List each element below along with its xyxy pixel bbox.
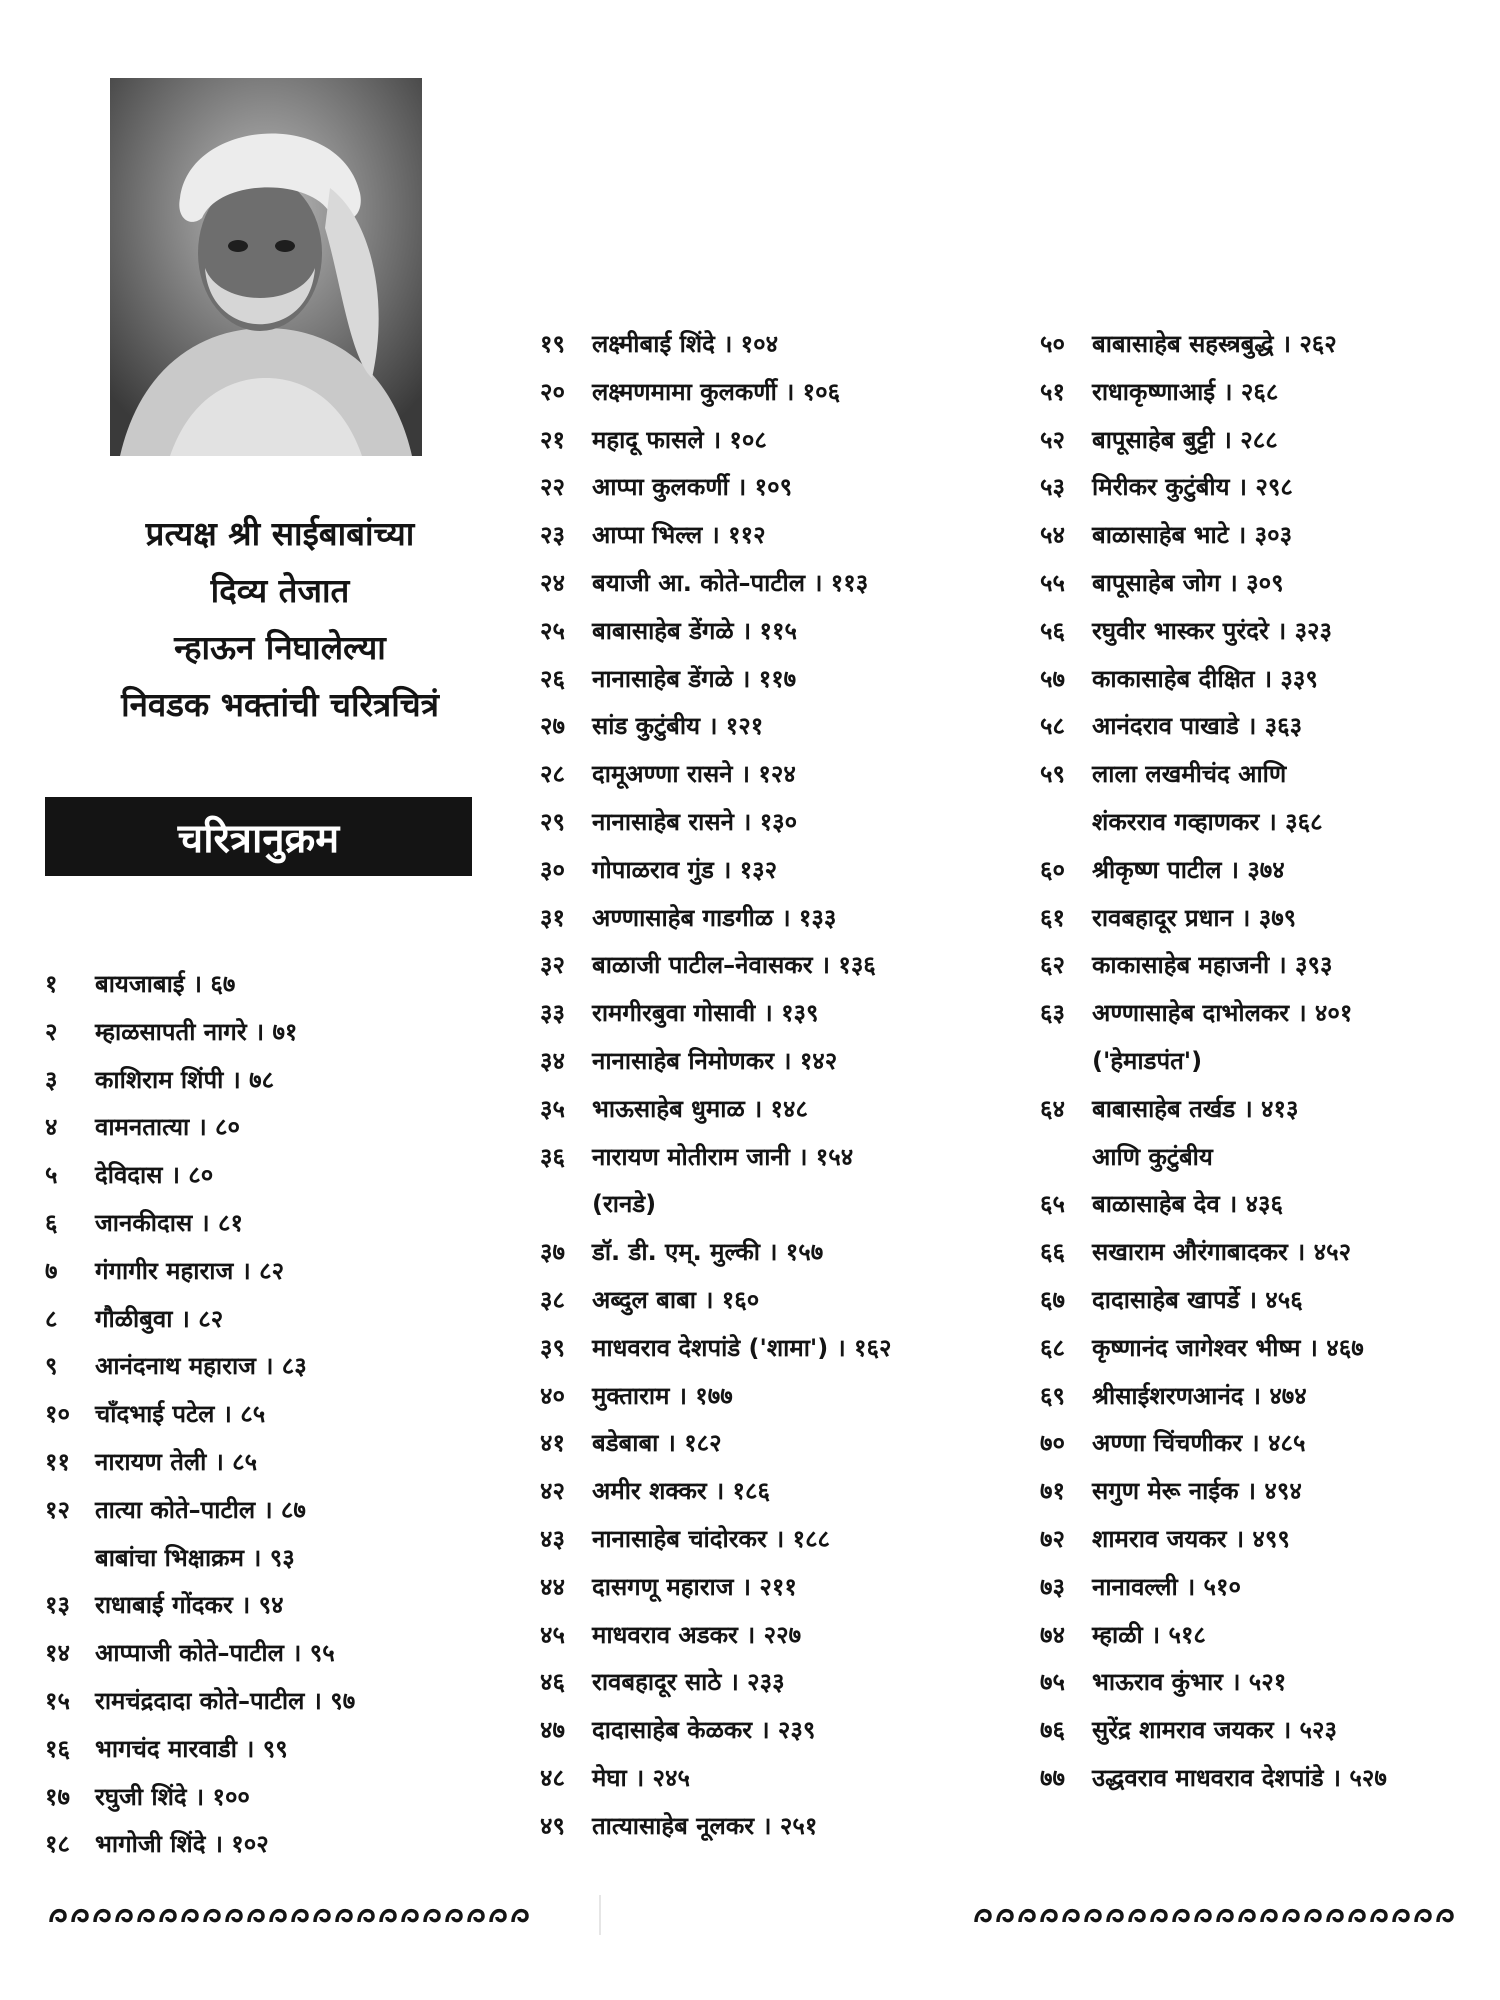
toc-entry-text: नानासाहेब निमोणकर । १४२: [592, 1047, 838, 1075]
toc-entry-text: नानावल्ली । ५१०: [1092, 1572, 1241, 1601]
toc-entry: [540, 375, 840, 408]
subtitle-line: दिव्य तेजात: [210, 571, 350, 610]
toc-entry-text: काकासाहेब दीक्षित । ३३९: [1092, 664, 1318, 693]
toc-entry-number: २४: [540, 569, 565, 597]
section-heading-text: चरित्रानुक्रम: [177, 816, 340, 862]
toc-entry: [1040, 805, 1323, 838]
toc-entry-number: ४४: [540, 1572, 565, 1601]
section-heading: [45, 797, 472, 876]
toc-entry-text: चाँदभाई पटेल । ८५: [95, 1400, 266, 1429]
toc-entry-number: ६३: [1040, 999, 1065, 1028]
toc-entry: [45, 1302, 223, 1335]
toc-entry-number: ७२: [1040, 1525, 1065, 1553]
toc-entry-number: ५: [45, 1161, 58, 1190]
toc-entry-number: २: [45, 1017, 58, 1046]
toc-entry: [45, 1349, 307, 1382]
toc-entry-text: बडेबाबा । १८२: [592, 1429, 722, 1458]
toc-entry: [540, 614, 797, 647]
toc-entry: [45, 1445, 257, 1478]
toc-entry: [1040, 948, 1332, 981]
toc-entry: [45, 1063, 274, 1096]
toc-entry-text: आणि कुटुंबीय: [1092, 1142, 1213, 1171]
toc-entry: [45, 1827, 269, 1860]
toc-entry-text: आप्पाजी कोते–पाटील । ९५: [95, 1639, 335, 1668]
toc-entry-number: ५४: [1040, 521, 1065, 550]
toc-entry: [1040, 1474, 1302, 1507]
toc-entry-number: ८: [45, 1304, 58, 1333]
toc-entry: [1040, 1283, 1303, 1316]
toc-entry-text: भाऊसाहेब धुमाळ । १४८: [592, 1094, 808, 1123]
toc-entry-number: ६७: [1040, 1286, 1065, 1314]
toc-entry: [45, 1206, 243, 1239]
toc-entry-text: आप्पा कुलकर्णी । १०९: [592, 473, 793, 502]
toc-entry-number: ६६: [1040, 1238, 1065, 1267]
toc-entry: [540, 1570, 797, 1603]
toc-entry-text: बाळासाहेब भाटे । ३०३: [1092, 521, 1293, 550]
toc-entry-number: ५९: [1040, 760, 1065, 789]
toc-entry-text: काकासाहेब महाजनी । ३९३: [1092, 951, 1333, 980]
toc-entry: [45, 1588, 284, 1621]
toc-entry-number: २८: [540, 760, 565, 789]
toc-entry-number: ४३: [540, 1525, 565, 1553]
toc-entry-text: तात्या कोते–पाटील । ८७: [95, 1495, 306, 1524]
toc-entry-text: भाऊराव कुंभार । ५२१: [1092, 1668, 1287, 1697]
toc-entry-text: नानासाहेब डेंगळे । ११७: [592, 664, 797, 693]
toc-entry-text: शंकरराव गव्हाणकर । ३६८: [1092, 808, 1323, 836]
toc-entry: [540, 1140, 853, 1173]
toc-entry-text: म्हाळी । ५१८: [1092, 1620, 1206, 1649]
toc-entry-text: बाळासाहेब देव । ४३६: [1092, 1190, 1283, 1219]
toc-entry: [1040, 1618, 1206, 1651]
decorative-border-right: [970, 1902, 1460, 1930]
toc-entry-number: ४: [45, 1113, 58, 1142]
toc-entry: [45, 967, 235, 1000]
toc-entry: [540, 1426, 722, 1459]
toc-entry-number: ३९: [540, 1333, 565, 1362]
toc-entry-number: ७४: [1040, 1620, 1065, 1649]
toc-entry-text: शामराव जयकर । ४९९: [1092, 1525, 1290, 1553]
decorative-border-left: [45, 1902, 545, 1930]
toc-entry: [540, 423, 767, 456]
toc-entry: [540, 327, 778, 360]
toc-entry-text: जानकीदास । ८१: [95, 1209, 243, 1237]
toc-entry-number: ५५: [1040, 569, 1065, 597]
toc-entry: [1040, 1426, 1305, 1459]
toc-entry-number: २५: [540, 616, 565, 645]
toc-entry-number: ५६: [1040, 616, 1065, 645]
toc-entry: [540, 901, 836, 934]
toc-entry: [1040, 662, 1318, 695]
toc-entry: [1040, 470, 1293, 503]
toc-entry-number: ३: [45, 1065, 58, 1094]
toc-entry: [540, 948, 876, 981]
toc-entry-number: २२: [540, 473, 565, 502]
scroll-ornament: [51, 1911, 527, 1922]
toc-entry-text: दादासाहेब केळकर । २३९: [592, 1716, 816, 1745]
divider: [599, 1895, 601, 1935]
toc-entry-number: १९: [540, 330, 565, 358]
toc-entry: [1040, 757, 1286, 790]
subtitle-line: निवडक भक्तांची चरित्रचित्रं: [121, 685, 439, 724]
toc-entry-number: ५७: [1040, 664, 1065, 693]
toc-entry: [1040, 423, 1278, 456]
toc-entry-number: ६९: [1040, 1381, 1065, 1410]
toc-entry-number: २०: [540, 377, 565, 406]
toc-entry-number: ११: [45, 1448, 70, 1476]
toc-entry-number: ६: [45, 1209, 58, 1237]
toc-entry-number: ७५: [1040, 1668, 1065, 1697]
toc-entry-number: ४६: [540, 1668, 565, 1697]
toc-entry-number: ७६: [1040, 1716, 1065, 1745]
toc-entry: [1040, 1570, 1241, 1603]
toc-entry-number: १८: [45, 1830, 70, 1859]
toc-entry-text: रावबहादूर प्रधान । ३७९: [1092, 903, 1297, 932]
toc-entry-number: ७७: [1040, 1764, 1065, 1792]
toc-entry: [45, 1397, 265, 1430]
toc-entry-number: १३: [45, 1591, 70, 1620]
toc-entry: [540, 757, 796, 790]
toc-entry-number: ९: [45, 1352, 58, 1381]
toc-entry-number: ७: [45, 1256, 58, 1285]
toc-entry-text: श्रीकृष्ण पाटील । ३७४: [1092, 855, 1285, 884]
toc-entry-text: दासगणू महाराज । २११: [592, 1572, 797, 1601]
toc-entry-number: ३८: [540, 1286, 565, 1314]
toc-entry-text: रघुवीर भास्कर पुरंदरे । ३२३: [1092, 616, 1333, 645]
toc-entry-number: ६०: [1040, 855, 1065, 884]
toc-entry: [1040, 996, 1352, 1029]
toc-entry-number: ४५: [540, 1620, 565, 1649]
toc-entry-text: अब्दुल बाबा । १६०: [592, 1286, 760, 1314]
toc-entry: [540, 662, 796, 695]
toc-entry-text: उद्धवराव माधवराव देशपांडे । ५२७: [1092, 1764, 1387, 1792]
toc-entry-text: सुरेंद्र शामराव जयकर । ५२३: [1092, 1716, 1337, 1745]
toc-entry-number: ३३: [540, 999, 565, 1028]
toc-entry: [1040, 566, 1284, 599]
toc-entry-text: अण्णासाहेब दाभोलकर । ४०१: [1092, 999, 1353, 1028]
toc-entry: [540, 566, 868, 599]
toc-entry: [45, 1110, 240, 1143]
toc-entry: [45, 1158, 213, 1191]
toc-entry-number: १२: [45, 1495, 70, 1524]
toc-entry-text: गौळीबुवा । ८२: [95, 1304, 224, 1333]
toc-entry-number: ३२: [540, 951, 565, 980]
toc-entry-text: काशिराम शिंपी । ७८: [95, 1065, 275, 1094]
toc-entry-number: २३: [540, 521, 565, 550]
toc-entry: [1040, 901, 1296, 934]
subtitle-line: न्हाऊन निघालेल्या: [174, 628, 386, 667]
toc-entry-text: बाबासाहेब तर्खड । ४१३: [1092, 1094, 1299, 1123]
toc-entry: [45, 1254, 284, 1287]
toc-entry: [540, 1665, 785, 1698]
toc-entry: [1040, 518, 1292, 551]
toc-entry: [1040, 1331, 1364, 1364]
toc-entry: [1040, 1713, 1337, 1746]
toc-entry-number: १७: [45, 1782, 70, 1811]
toc-entry: [540, 1809, 817, 1842]
toc-entry-text: गोपाळराव गुंड । १३२: [592, 855, 778, 884]
toc-entry-text: नारायण तेली । ८५: [95, 1448, 258, 1476]
toc-entry-number: १४: [45, 1639, 70, 1668]
toc-entry-number: ६१: [1040, 903, 1065, 932]
toc-entry: [1040, 709, 1302, 742]
toc-entry: [540, 1283, 759, 1316]
toc-entry-number: ५८: [1040, 712, 1065, 741]
toc-entry-number: ६५: [1040, 1190, 1065, 1219]
toc-entry-text: रघुजी शिंदे । १००: [95, 1782, 250, 1811]
toc-entry: [540, 805, 797, 838]
toc-entry-number: ७०: [1040, 1429, 1065, 1458]
toc-entry-number: १: [45, 970, 58, 998]
toc-entry: [540, 1713, 815, 1746]
toc-entry: [1040, 1140, 1213, 1173]
toc-entry-number: २७: [540, 712, 565, 741]
toc-entry: [540, 853, 777, 886]
toc-entry-number: २१: [540, 425, 565, 454]
toc-entry-number: २९: [540, 808, 565, 836]
toc-entry-number: ६४: [1040, 1094, 1065, 1123]
toc-entry-text: अमीर शक्कर । १८६: [592, 1477, 770, 1506]
toc-entry-text: दादासाहेब खापर्डे । ४५६: [1092, 1286, 1303, 1314]
book-subtitle: [50, 505, 510, 733]
toc-entry-text: बापूसाहेब बुट्टी । २८८: [1092, 425, 1278, 454]
toc-entry-text: रामगीरबुवा गोसावी । १३९: [592, 999, 819, 1028]
subtitle-line: प्रत्यक्ष श्री साईबाबांच्या: [145, 514, 415, 553]
toc-entry-text: भागचंद मारवाडी । ९९: [95, 1734, 288, 1763]
toc-entry-number: ७१: [1040, 1477, 1065, 1506]
toc-entry-text: म्हाळसापती नागरे । ७१: [95, 1017, 298, 1046]
toc-entry-text: बापूसाहेब जोग । ३०९: [1092, 569, 1284, 597]
toc-entry-number: ३५: [540, 1094, 565, 1123]
toc-entry-text: मुक्ताराम । १७७: [592, 1381, 733, 1410]
toc-entry: [540, 1187, 656, 1220]
toc-entry-text: बाबासाहेब सहस्त्रबुद्धे । २६२: [1092, 330, 1337, 358]
toc-entry-text: अण्णा चिंचणीकर । ४८५: [1092, 1429, 1306, 1458]
toc-entry-number: ६८: [1040, 1333, 1065, 1362]
toc-entry-text: श्रीसाईशरणआनंद । ४७४: [1092, 1381, 1307, 1410]
toc-entry-text: देविदास । ८०: [95, 1161, 214, 1190]
toc-entry-number: ३०: [540, 855, 565, 884]
toc-entry: [45, 1684, 355, 1717]
toc-entry-number: ५३: [1040, 473, 1065, 502]
toc-entry-text: महादू फासले । १०८: [592, 425, 767, 454]
toc-entry: [1040, 1092, 1298, 1125]
toc-entry-number: ५२: [1040, 425, 1065, 454]
toc-entry: [1040, 1379, 1307, 1412]
toc-entry: [540, 1331, 892, 1364]
toc-entry: [540, 1379, 733, 1412]
toc-entry-text: आप्पा भिल्ल । ११२: [592, 521, 766, 550]
toc-entry: [540, 1761, 690, 1794]
toc-entry-text: कृष्णानंद जागेश्वर भीष्म । ४६७: [1092, 1333, 1364, 1362]
toc-entry-text: बाबासाहेब डेंगळे । ११५: [592, 616, 797, 645]
toc-entry-number: ६२: [1040, 951, 1065, 980]
toc-entry-number: ३१: [540, 903, 565, 932]
toc-entry: [1040, 1665, 1286, 1698]
toc-entry: [1040, 327, 1337, 360]
toc-entry-text: मेघा । २४५: [592, 1764, 690, 1792]
toc-entry: [1040, 1522, 1290, 1555]
toc-entry-text: भागोजी शिंदे । १०२: [95, 1830, 269, 1859]
toc-entry: [1040, 853, 1285, 886]
toc-entry-text: राधाबाई गोंदकर । ९४: [95, 1591, 284, 1620]
toc-entry-text: (रानडे): [592, 1190, 657, 1219]
toc-entry-number: ५१: [1040, 377, 1065, 406]
toc-entry: [45, 1015, 297, 1048]
toc-entry-text: सखाराम औरंगाबादकर । ४५२: [1092, 1238, 1352, 1267]
toc-entry: [540, 709, 763, 742]
toc-entry-number: ४०: [540, 1381, 565, 1410]
toc-entry-text: माधवराव अडकर । २२७: [592, 1620, 802, 1649]
toc-entry: [540, 1618, 801, 1651]
toc-entry: [1040, 614, 1332, 647]
toc-entry-text: तात्यासाहेब नूलकर । २५१: [592, 1811, 818, 1840]
toc-entry-number: ४१: [540, 1429, 565, 1458]
toc-entry-text: नारायण मोतीराम जानी । १५४: [592, 1142, 854, 1171]
toc-entry-text: सगुण मेरू नाईक । ४९४: [1092, 1477, 1302, 1506]
toc-entry-text: रामचंद्रदादा कोते–पाटील । ९७: [95, 1687, 356, 1715]
toc-entry: [540, 1235, 823, 1268]
toc-entry-text: नानासाहेब रासने । १३०: [592, 808, 798, 836]
toc-entry-text: आनंदराव पाखाडे । ३६३: [1092, 712, 1303, 741]
toc-entry-number: ५०: [1040, 330, 1065, 358]
toc-entry: [1040, 1187, 1283, 1220]
toc-entry: [45, 1541, 295, 1574]
toc-entry: [1040, 375, 1278, 408]
toc-entry-text: बायजाबाई । ६७: [95, 970, 236, 998]
toc-entry-number: २६: [540, 664, 565, 693]
toc-entry: [540, 518, 766, 551]
toc-entry-text: लक्ष्मणमामा कुलकर्णी । १०६: [592, 377, 841, 406]
toc-entry: [540, 1044, 837, 1077]
toc-entry-number: ४७: [540, 1716, 565, 1745]
toc-entry-text: राधाकृष्णाआई । २६८: [1092, 377, 1279, 406]
toc-entry-text: गंगागीर महाराज । ८२: [95, 1256, 285, 1285]
toc-entry-number: ४२: [540, 1477, 565, 1506]
toc-entry: [1040, 1235, 1351, 1268]
toc-entry-text: बाबांचा भिक्षाक्रम । ९३: [95, 1543, 295, 1572]
toc-entry-number: १५: [45, 1687, 70, 1715]
toc-entry-number: १०: [45, 1400, 70, 1429]
toc-entry-text: ('हेमाडपंत'): [1092, 1047, 1203, 1075]
toc-entry-number: १६: [45, 1734, 70, 1763]
toc-entry-number: ३७: [540, 1238, 565, 1267]
toc-entry: [540, 470, 792, 503]
toc-entry-text: डॉ. डी. एम्. मुल्की । १५७: [592, 1238, 824, 1267]
toc-entry: [45, 1636, 335, 1669]
toc-entry: [1040, 1044, 1202, 1077]
scroll-ornament: [976, 1911, 1452, 1922]
toc-entry: [540, 1474, 770, 1507]
toc-entry-text: लाला लखमीचंद आणि: [1092, 760, 1287, 789]
toc-entry-text: सांड कुटुंबीय । १२१: [592, 712, 764, 741]
toc-entry-text: नानासाहेब चांदोरकर । १८८: [592, 1525, 831, 1553]
toc-entry-text: वामनतात्या । ८०: [95, 1113, 240, 1142]
toc-entry: [45, 1493, 306, 1526]
toc-entry-text: अण्णासाहेब गाडगीळ । १३३: [592, 903, 837, 932]
toc-entry: [540, 1092, 808, 1125]
toc-entry-number: ४९: [540, 1811, 565, 1840]
toc-entry: [540, 1522, 830, 1555]
toc-entry: [1040, 1761, 1387, 1794]
toc-entry-text: लक्ष्मीबाई शिंदे । १०४: [592, 330, 779, 358]
toc-entry-number: ३४: [540, 1047, 565, 1075]
toc-entry-text: माधवराव देशपांडे ('शामा') । १६२: [592, 1333, 892, 1362]
saibaba-portrait: [110, 78, 422, 456]
toc-entry: [45, 1780, 250, 1813]
toc-entry-text: दामूअण्णा रासने । १२४: [592, 760, 796, 789]
toc-entry-text: आनंदनाथ महाराज । ८३: [95, 1352, 307, 1381]
toc-entry-number: ७३: [1040, 1572, 1065, 1601]
toc-entry-number: ३६: [540, 1142, 565, 1171]
toc-entry-text: बाळाजी पाटील–नेवासकर । १३६: [592, 951, 876, 980]
toc-entry-text: रावबहादूर साठे । २३३: [592, 1668, 785, 1697]
toc-entry: [45, 1732, 288, 1765]
toc-entry: [540, 996, 819, 1029]
toc-entry-text: बयाजी आ. कोते–पाटील । ११३: [592, 569, 869, 597]
toc-entry-number: ४८: [540, 1764, 565, 1792]
toc-entry-text: मिरीकर कुटुंबीय । २९८: [1092, 473, 1293, 502]
